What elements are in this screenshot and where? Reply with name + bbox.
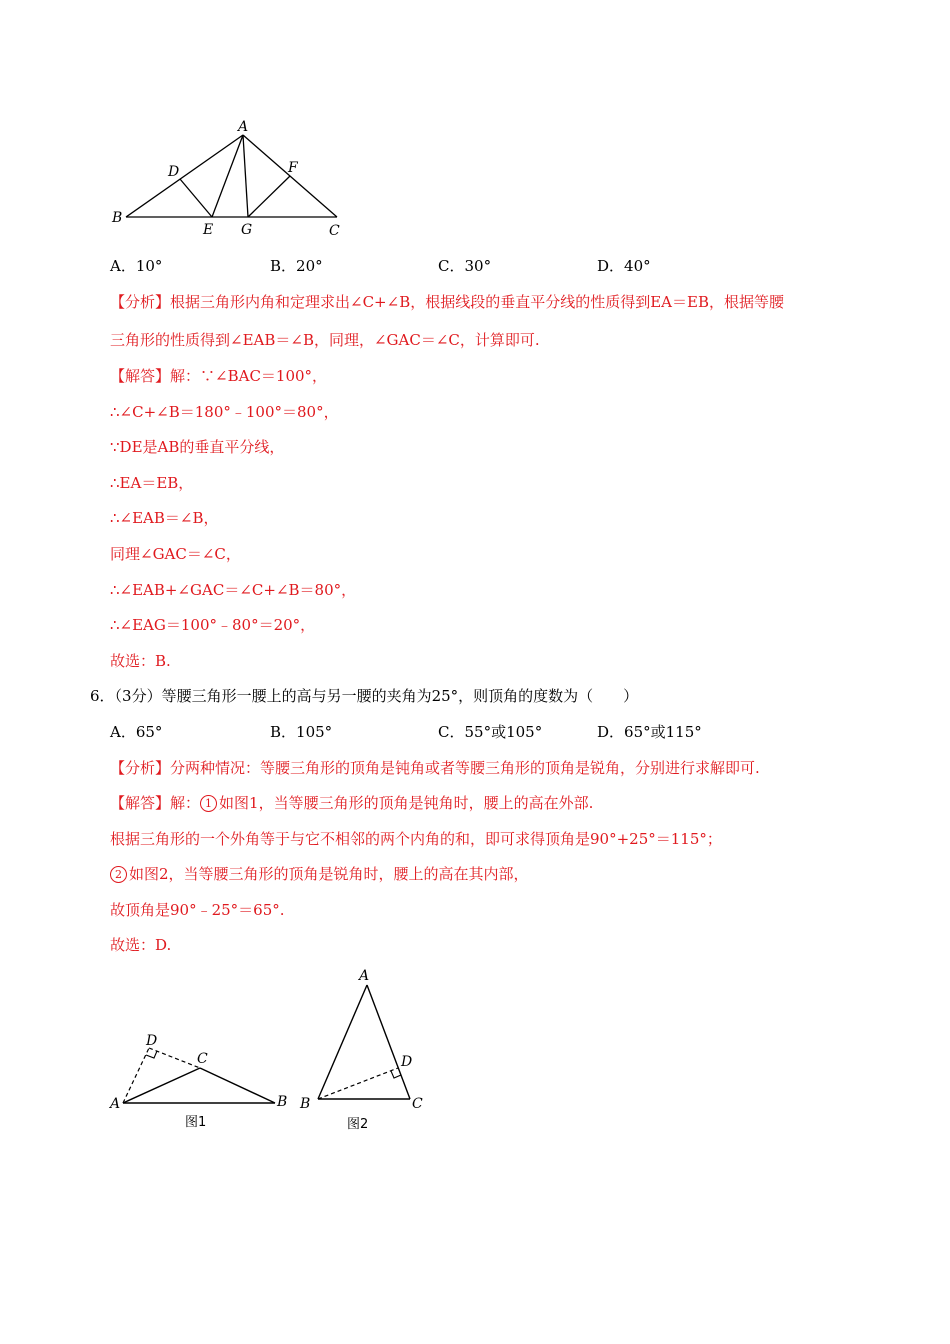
q6-solution-line2: 根据三角形的一个外角等于与它不相邻的两个内角的和，即可求得顶角是90°+25°＝115°； <box>110 830 722 848</box>
q5-solution-step: ∵DE是AB的垂直平分线， <box>110 438 285 456</box>
q5-answer: 故选：B. <box>110 652 171 670</box>
label-C: C <box>412 1096 423 1112</box>
triangle-figure-q5 <box>105 115 355 240</box>
q5-option-a: A．10° <box>110 257 163 275</box>
q5-solution-step: 同理∠GAC＝∠C， <box>110 545 241 563</box>
q5-option-c: C．30° <box>438 257 492 275</box>
label-A: A <box>238 119 249 135</box>
q5-analysis-line2: 三角形的性质得到∠EAB＝∠B，同理，∠GAC＝∠C，计算即可. <box>110 331 540 349</box>
q6-option-a: A．65° <box>110 723 163 741</box>
acute-triangle-figure <box>295 962 435 1140</box>
q5-solution-step: ∴∠EAB＝∠B， <box>110 509 219 527</box>
label-B: B <box>112 210 123 226</box>
label-D: D <box>146 1033 158 1049</box>
q5-solution-step: 【解答】解：∵∠BAC＝100°， <box>110 367 328 385</box>
label-E: E <box>203 222 214 238</box>
q5-option-d: D．40° <box>597 257 651 275</box>
q5-solution-step: ∴∠EAG＝100°﹣80°＝20°， <box>110 616 316 634</box>
label-B: B <box>300 1096 311 1112</box>
figure-caption: 图2 <box>347 1117 369 1132</box>
q5-analysis-line1: 【分析】根据三角形内角和定理求出∠C+∠B，根据线段的垂直平分线的性质得到EA＝EB，根据等腰 <box>110 293 784 311</box>
q6-analysis: 【分析】分两种情况：等腰三角形的顶角是钝角或者等腰三角形的顶角是锐角，分别进行求解即可. <box>110 759 760 777</box>
figure-caption: 图1 <box>185 1115 207 1130</box>
label-F: F <box>288 160 298 176</box>
label-D: D <box>168 164 180 180</box>
q5-solution-step: ∴∠C+∠B＝180°﹣100°＝80°， <box>110 403 339 421</box>
q6-option-c: C．55°或105° <box>438 723 543 741</box>
label-B: B <box>277 1094 288 1110</box>
q5-option-b: B．20° <box>270 257 323 275</box>
q5-solution-step: ∴∠EAB+∠GAC＝∠C+∠B＝80°， <box>110 581 357 599</box>
q6-answer: 故选：D. <box>110 936 172 954</box>
q6-stem: 6．（3分）等腰三角形一腰上的高与另一腰的夹角为25°，则顶角的度数为（ ） <box>90 687 639 705</box>
q6-option-d: D．65°或115° <box>597 723 702 741</box>
label-G: G <box>241 222 253 238</box>
q5-solution-step: ∴EA＝EB， <box>110 474 194 492</box>
q6-solution-line1: 【解答】解： 1 如图1，当等腰三角形的顶角是钝角时，腰上的高在外部. <box>110 794 594 812</box>
label-A: A <box>359 968 370 984</box>
label-A: A <box>110 1096 121 1112</box>
circled-number-1: 1 <box>200 795 217 812</box>
label-C: C <box>197 1051 208 1067</box>
label-D: D <box>401 1054 413 1070</box>
q6-solution-line4: 故顶角是90°﹣25°＝65°. <box>110 901 285 919</box>
q6-option-b: B．105° <box>270 723 333 741</box>
circled-number-2: 2 <box>110 866 127 883</box>
obtuse-triangle-figure <box>105 1028 295 1138</box>
q6-solution-line3: 2 如图2，当等腰三角形的顶角是锐角时，腰上的高在其内部， <box>110 864 529 884</box>
label-C: C <box>329 223 340 239</box>
